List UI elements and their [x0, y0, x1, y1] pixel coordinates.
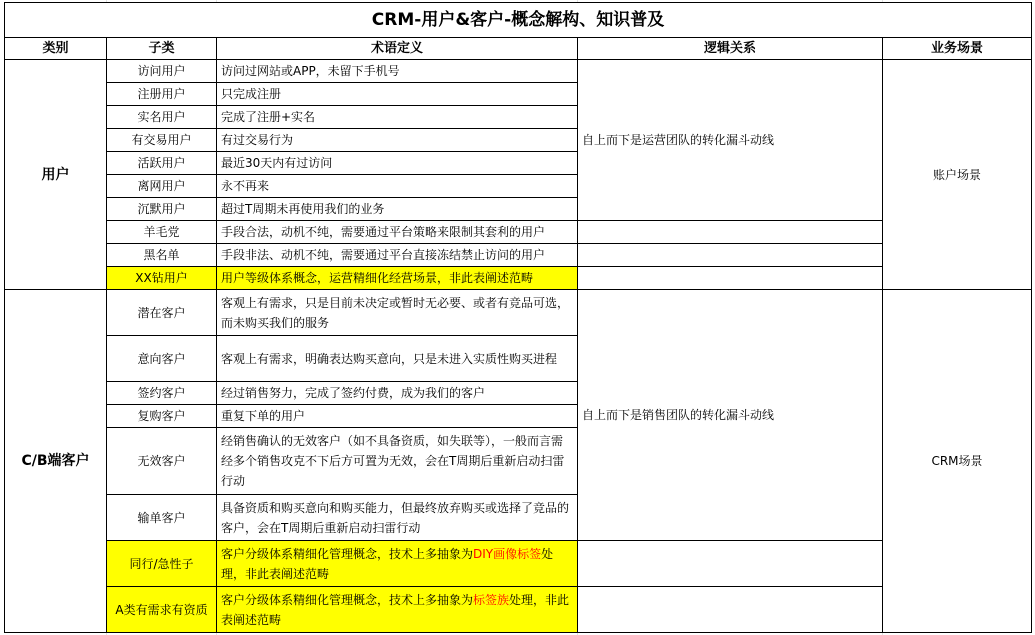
logic-empty-cell [578, 587, 883, 633]
definition-cell: 经过销售努力，完成了签约付费，成为我们的客户 [217, 382, 578, 405]
subcategory-cell: 黑名单 [107, 244, 217, 267]
subcategory-cell: 注册用户 [107, 83, 217, 106]
logic-empty-cell [578, 267, 883, 290]
emphasis-text: 标签族 [473, 592, 510, 607]
logic-users: 自上而下是运营团队的转化漏斗动线 [578, 60, 883, 221]
definition-cell: 只完成注册 [217, 83, 578, 106]
definition-text: 客户分级体系精细化管理概念，技术上多抽象为 [221, 546, 474, 561]
definition-cell: 永不再来 [217, 175, 578, 198]
subcategory-cell: 羊毛党 [107, 221, 217, 244]
definition-text: 处理，非此表阐述范畴 [221, 592, 570, 627]
definition-cell: 有过交易行为 [217, 129, 578, 152]
subcategory-cell: 签约客户 [107, 382, 217, 405]
subcategory-cell: 离网用户 [107, 175, 217, 198]
logic-empty-cell [578, 244, 883, 267]
logic-customers: 自上而下是销售团队的转化漏斗动线 [578, 290, 883, 541]
definition-cell: 客观上有需求，只是目前未决定或暂时无必要、或者有竞品可选，而未购买我们的服务 [217, 290, 578, 336]
subcategory-cell: 访问用户 [107, 60, 217, 83]
category-customers: C/B端客户 [5, 290, 107, 633]
header-subcategory: 子类 [107, 38, 217, 60]
logic-empty-cell [578, 221, 883, 244]
header-logic: 逻辑关系 [578, 38, 883, 60]
subcategory-cell-highlighted: XX钻用户 [107, 267, 217, 290]
emphasis-text: DIY画像标签 [473, 546, 542, 561]
subcategory-cell-highlighted: 同行/急性子 [107, 541, 217, 587]
definition-cell: 手段合法，动机不纯，需要通过平台策略来限制其套利的用户 [217, 221, 578, 244]
category-users: 用户 [5, 60, 107, 290]
table-title: CRM-用户&客户-概念解构、知识普及 [5, 3, 1032, 38]
header-definition: 术语定义 [217, 38, 578, 60]
scene-customers: CRM场景 [883, 290, 1032, 633]
definition-cell: 超过T周期未再使用我们的业务 [217, 198, 578, 221]
subcategory-cell: 活跃用户 [107, 152, 217, 175]
subcategory-cell: 输单客户 [107, 495, 217, 541]
subcategory-cell: 实名用户 [107, 106, 217, 129]
subcategory-cell: 沉默用户 [107, 198, 217, 221]
subcategory-cell: 意向客户 [107, 336, 217, 382]
header-scene: 业务场景 [883, 38, 1032, 60]
definition-cell: 手段非法、动机不纯，需要通过平台直接冻结禁止访问的用户 [217, 244, 578, 267]
definition-cell: 具备资质和购买意向和购买能力，但最终放弃购买或选择了竞品的客户，会在T周期后重新启动扫雷行动 [217, 495, 578, 541]
definition-cell: 经销售确认的无效客户（如不具备资质，如失联等），一般而言需经多个销售攻克不下后方可置为无效，会在T周期后重新启动扫雷行动 [217, 428, 578, 495]
subcategory-cell: 复购客户 [107, 405, 217, 428]
subcategory-cell-highlighted: A类有需求有资质 [107, 587, 217, 633]
definition-cell: 访问过网站或APP，未留下手机号 [217, 60, 578, 83]
definition-text: 处理，非此表阐述范畴 [221, 546, 554, 581]
definition-cell: 重复下单的用户 [217, 405, 578, 428]
header-category: 类别 [5, 38, 107, 60]
definition-text: 客户分级体系精细化管理概念，技术上多抽象为 [221, 592, 474, 607]
definition-cell: 客观上有需求，明确表达购买意向，只是未进入实质性购买进程 [217, 336, 578, 382]
definition-cell-highlighted [217, 541, 578, 587]
definition-cell: 完成了注册+实名 [217, 106, 578, 129]
definition-cell: 最近30天内有过访问 [217, 152, 578, 175]
logic-empty-cell [578, 541, 883, 587]
subcategory-cell: 潜在客户 [107, 290, 217, 336]
crm-concept-table [4, 2, 1032, 633]
subcategory-cell: 有交易用户 [107, 129, 217, 152]
scene-users: 账户场景 [883, 60, 1032, 290]
definition-cell-highlighted [217, 587, 578, 633]
subcategory-cell: 无效客户 [107, 428, 217, 495]
definition-cell-highlighted: 用户等级体系概念，运营精细化经营场景，非此表阐述范畴 [217, 267, 578, 290]
